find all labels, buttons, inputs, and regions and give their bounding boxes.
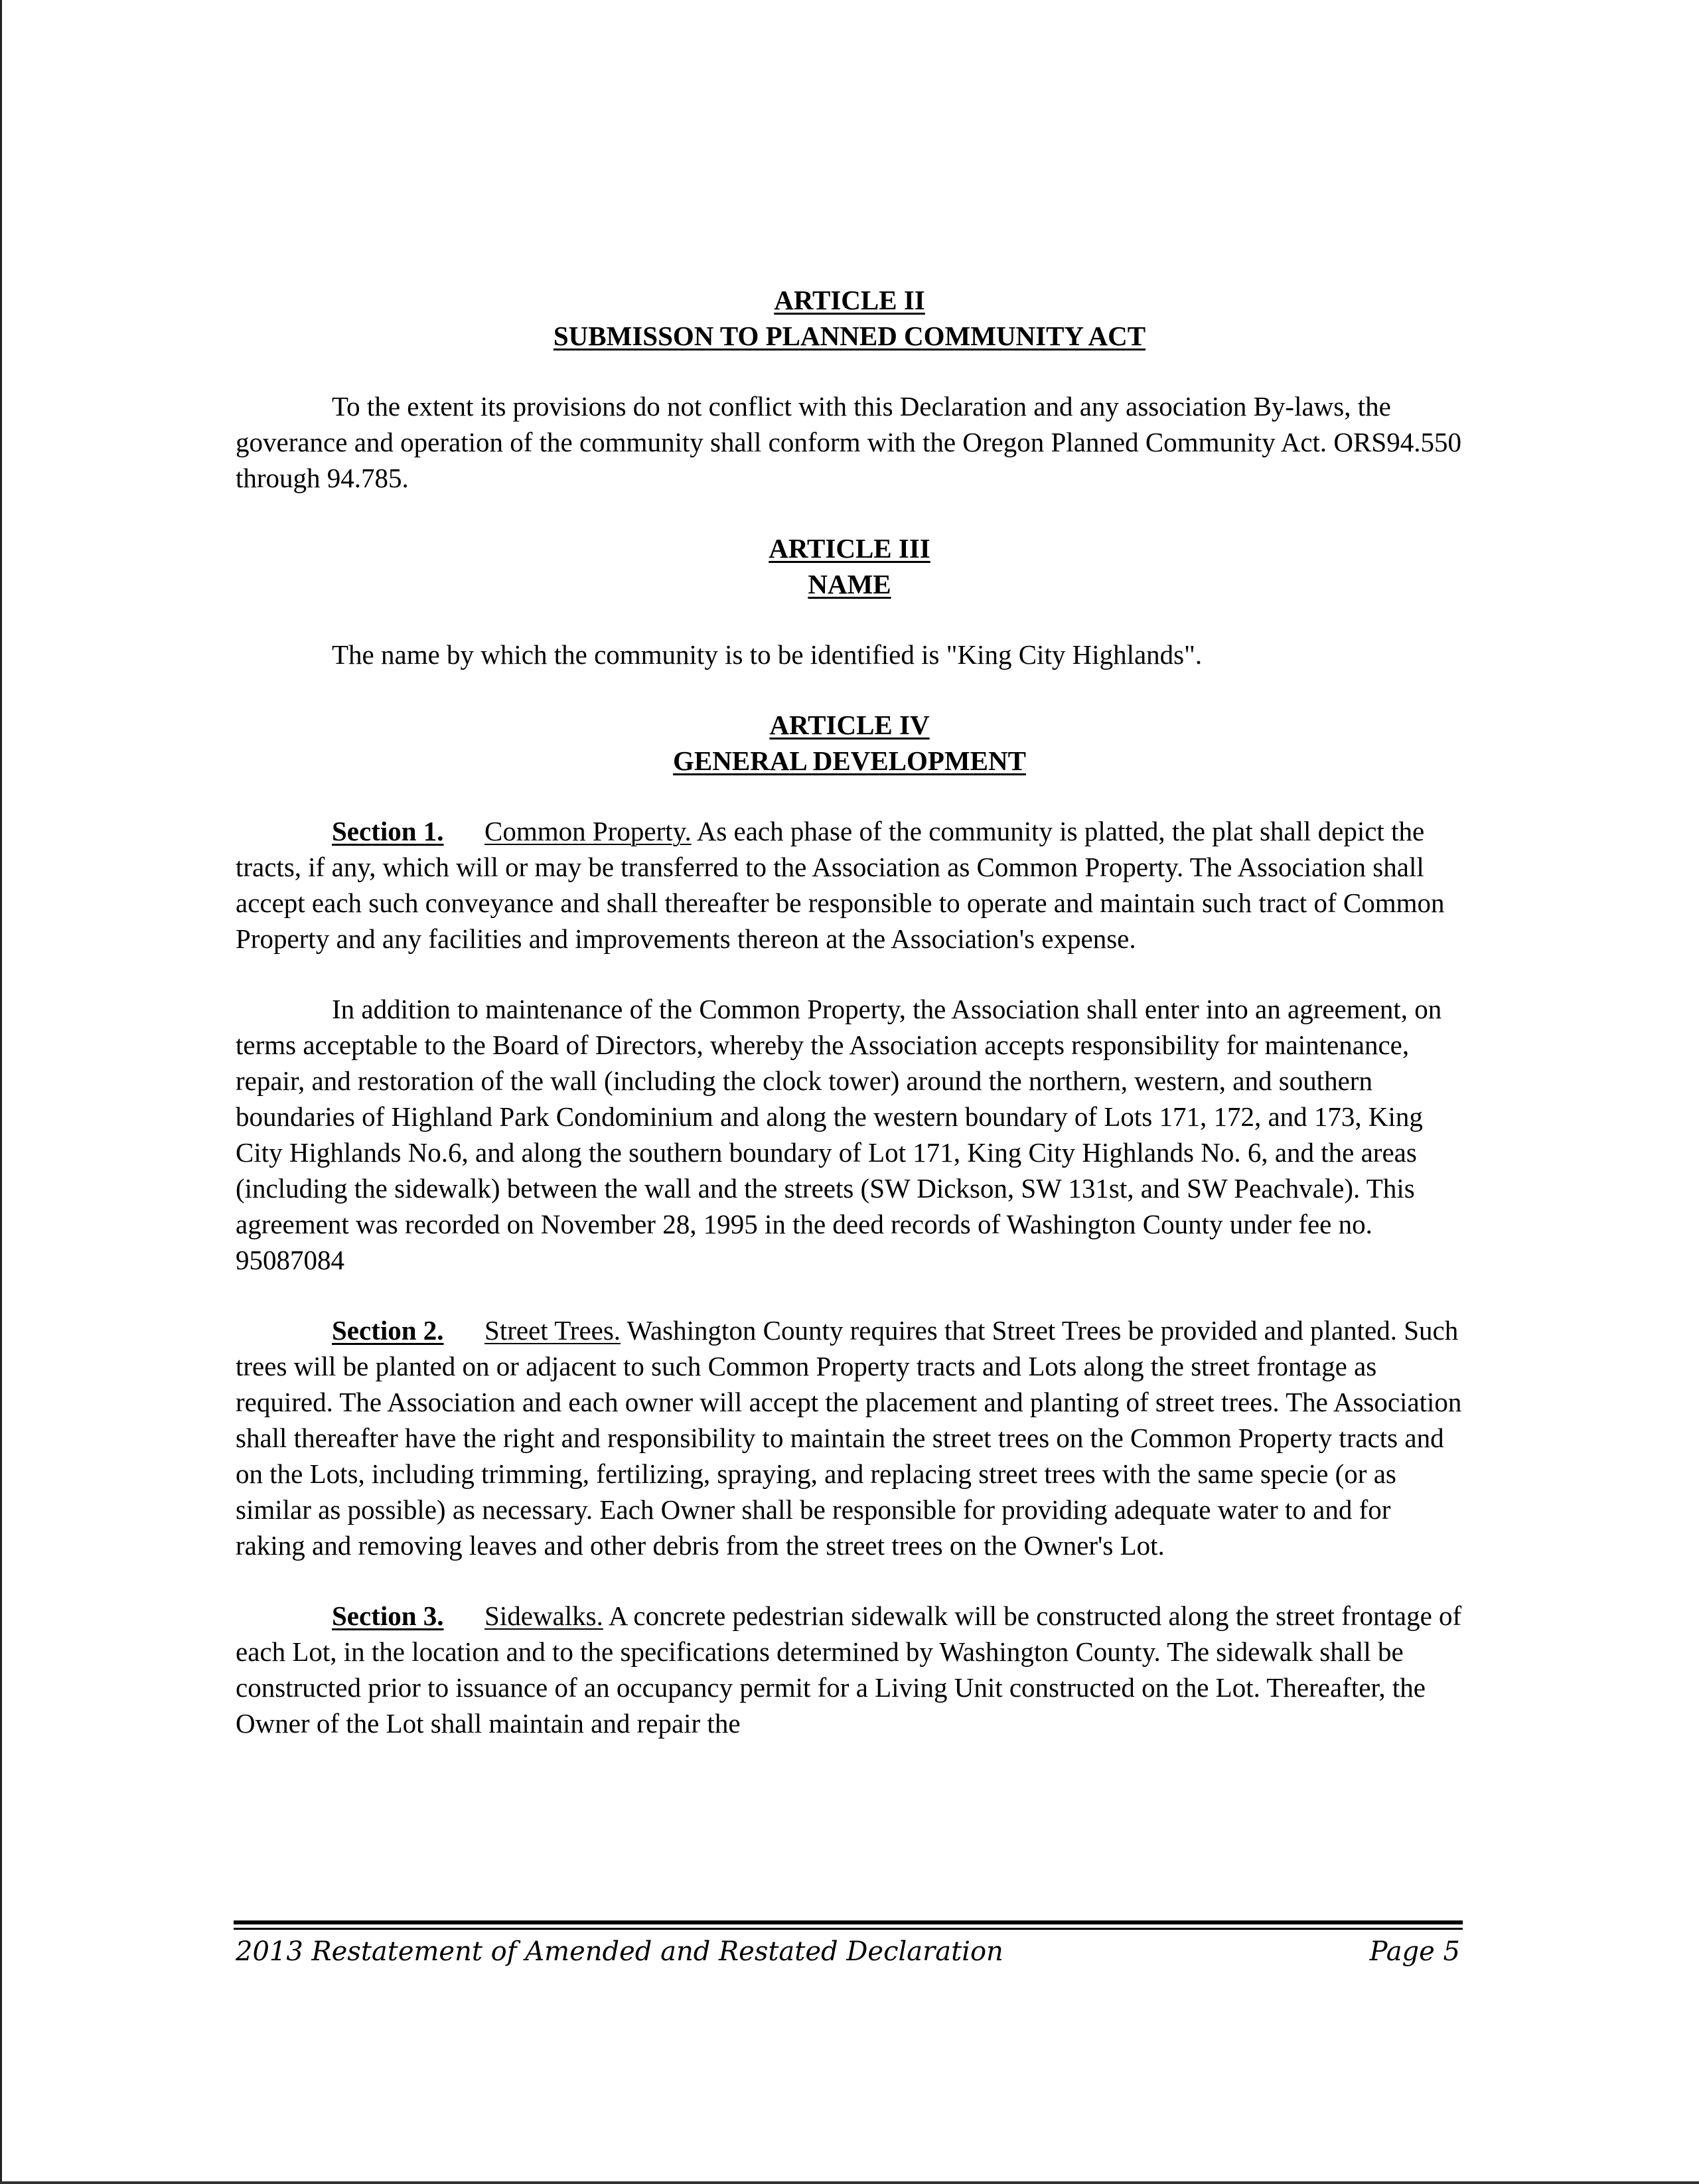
section-1-body: As each phase of the community is platted, the plat shall depict the tracts, if any, which will or may be transferred to the Association as Common Property. The Association shall accept each such conveyance and shall thereafter be responsible to operate and maintain such tract of Common Property and any facilities and improvements thereon at the Association's expense. — [236, 816, 1445, 954]
article-4-subheading: GENERAL DEVELOPMENT — [673, 745, 1026, 776]
section-1-paragraph-2: In addition to maintenance of the Common Property, the Association shall enter into an agreement, on terms acceptable to the Board of Directors, whereby the Association accepts responsibility for maintenance, repair, and restoration of the wall (including the clock tower) around the northern, western, and southern boundaries of Highland Park Condominium and along the western boundary of Lots 171, 172, and 173, King City Highlands No.6, and along the southern boundary of Lot 171, King City Highlands No. 6, and the areas (including the sidewalk) between the wall and the streets (SW Dickson, SW 131st, and SW Peachvale). This agreement was recorded on November 28, 1995 in the deed records of Washington County under fee no. 95087084 — [236, 994, 1442, 1275]
article-4-heading: ARTICLE IV — [769, 710, 930, 740]
article-3-body: The name by which the community is to be identified is "King City Highlands". — [332, 639, 1203, 670]
section-3-paragraph — [236, 1598, 1463, 1741]
article-2-heading: ARTICLE II — [774, 285, 925, 315]
section-2-paragraph — [236, 1312, 1463, 1563]
article-3-subheading: NAME — [808, 569, 891, 599]
page-footer — [236, 1932, 1460, 1972]
scan-bottom-edge — [0, 2181, 1699, 2184]
footer-rule — [234, 1920, 1463, 1930]
section-3-label: Section 3. — [332, 1600, 444, 1631]
article-2-body: To the extent its provisions do not conflict with this Declaration and any association By-laws, the goverance and operation of the community shall conform with the Oregon Planned Community Act. ORS94.550 through 94.785. — [236, 391, 1461, 493]
article-2 — [236, 282, 1463, 496]
article-3 — [236, 530, 1463, 672]
section-1-title: Common Property. — [484, 816, 692, 846]
scan-left-edge — [0, 0, 2, 2184]
page-content — [236, 282, 1463, 1741]
section-2-body: Washington County requires that Street Trees be provided and planted. Such trees will be planted on or adjacent to such Common Property tracts and Lots along the street frontage as required. The Association and each owner will accept the placement and planting of street trees. The Association shall thereafter have the right and responsibility to maintain the street trees on the Common Property tracts and on the Lots, including trimming, fertilizing, spraying, and replacing street trees with the same specie (or as similar as possible) as necessary. Each Owner shall be responsible for providing adequate water to and for raking and removing leaves and other debris from the street trees on the Owner's Lot. — [236, 1315, 1462, 1561]
section-3-title: Sidewalks. — [484, 1600, 603, 1631]
article-3-heading: ARTICLE III — [769, 533, 930, 564]
section-2-title: Street Trees. — [484, 1315, 621, 1346]
page-number: Page 5 — [1369, 1936, 1460, 1967]
section-1-paragraph — [236, 813, 1463, 957]
article-4 — [236, 707, 1463, 1741]
section-1-label: Section 1. — [332, 816, 444, 846]
section-2-label: Section 2. — [332, 1315, 444, 1346]
footer-title: 2013 Restatement of Amended and Restated Declaration — [236, 1936, 1003, 1967]
section-3-body: A concrete pedestrian sidewalk will be constructed along the street frontage of each Lot, in the location and to the specifications determined by Washington County. The sidewalk shall be constructed prior to issuance of an occupancy permit for a Living Unit constructed on the Lot. Thereafter, the Owner of the Lot shall maintain and repair the — [236, 1600, 1462, 1739]
article-2-subheading: SUBMISSON TO PLANNED COMMUNITY ACT — [553, 321, 1146, 351]
